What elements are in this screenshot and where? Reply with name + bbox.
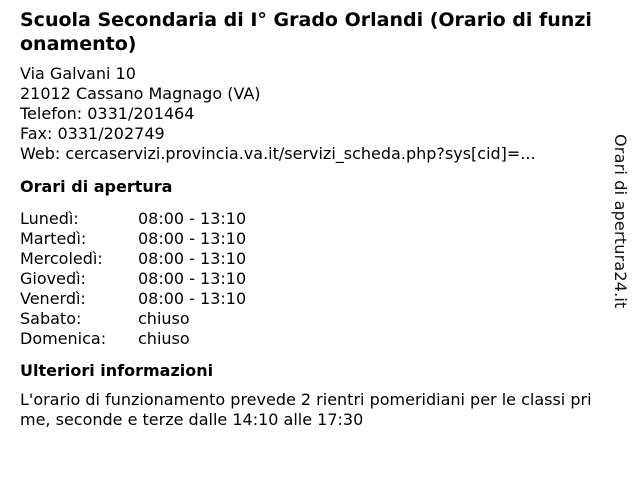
site-watermark: Orari di apertura24.it [611,134,630,309]
address-city: 21012 Cassano Magnago (VA) [20,84,261,103]
hours-day: Sabato: [20,309,82,328]
info-text: L'orario di funzionamento prevede 2 rientri pomeridiani per le classi prime, seconde e terze dalle 14:10 alle 17:30 [20,390,592,429]
content [20,8,595,430]
address-fax: Fax: 0331/202749 [20,124,165,143]
page-title: Scuola Secondaria di I° Grado Orlandi (Orario di funzionamento) [20,9,592,55]
hours-day: Martedì: [20,229,87,248]
hours-time: chiuso [138,309,190,328]
hours-time: 08:00 - 13:10 [138,249,247,268]
hours-time: 08:00 - 13:10 [138,269,247,288]
hours-row [20,289,595,309]
address-web: Web: cercaservizi.provincia.va.it/servizi_scheda.php?sys[cid]=... [20,144,536,163]
hours-day: Lunedì: [20,209,79,228]
address-phone: Telefon: 0331/201464 [20,104,195,123]
info-heading: Ulteriori informazioni [20,361,214,380]
hours-time: chiuso [138,329,190,348]
hours-heading: Orari di apertura [20,177,173,196]
address-block [20,64,595,164]
hours-time: 08:00 - 13:10 [138,289,247,308]
hours-day: Domenica: [20,329,107,348]
address-street: Via Galvani 10 [20,64,136,83]
hours-row [20,329,595,349]
hours-day: Venerdì: [20,289,86,308]
hours-day: Giovedì: [20,269,86,288]
hours-time: 08:00 - 13:10 [138,209,247,228]
hours-row [20,249,595,269]
hours-day: Mercoledì: [20,249,103,268]
hours-row [20,269,595,289]
hours-row [20,209,595,229]
hours-row [20,229,595,249]
hours-table [20,209,595,349]
hours-time: 08:00 - 13:10 [138,229,247,248]
hours-row [20,309,595,329]
